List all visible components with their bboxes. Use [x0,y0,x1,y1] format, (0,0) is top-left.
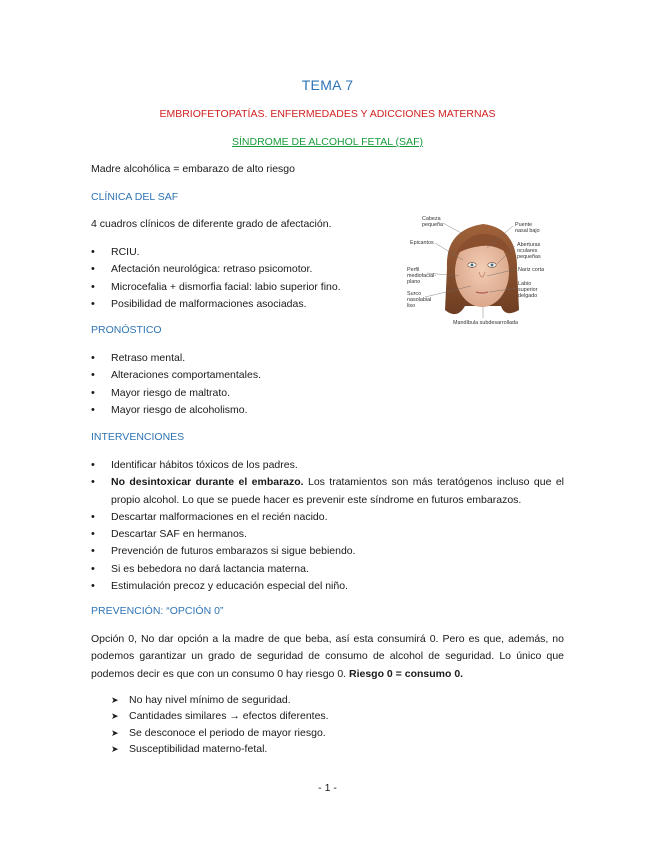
page-title: TEMA 7 [301,77,354,93]
list-item: • Identificar hábitos tóxicos de los padres. [91,457,564,474]
label-puente-2: nasal bajo [515,228,540,234]
chapter-subtitle: EMBRIOFETOPATÍAS. ENFERMEDADES Y ADICCIONES MATERNAS [159,108,496,120]
section-heading-pronostico: PRONÓSTICO [91,324,162,336]
label-aberturas-2: oculares [517,248,538,254]
list-item: • Retraso mental. [91,350,571,367]
list-item: • Estimulación precoz y educación especial del niño. [91,578,564,595]
list-item: • Afectación neurológica: retraso psicomotor. [91,261,421,278]
label-nariz: Nariz corta [518,267,545,273]
section-heading-clinica: CLÍNICA DEL SAF [91,191,179,203]
label-surco-2: nasolabial [407,297,432,303]
label-puente: Puente [515,222,533,228]
list-item: • Prevención de futuros embarazos si sigue bebiendo. [91,543,564,560]
label-perfil-3: plano [407,279,421,285]
list-item: ➤ Se desconoce el periodo de mayor riesgo. [111,725,511,741]
label-surco-3: liso [407,303,416,309]
list-item [91,474,564,509]
intro-text: Madre alcohólica = embarazo de alto riesgo [91,163,295,175]
list-item: ➤ Cantidades similares → efectos diferentes. [111,708,511,724]
clinica-lead: 4 cuadros clínicos de diferente grado de afectación. [91,218,332,230]
list-item: • Alteraciones comportamentales. [91,367,571,384]
label-aberturas: Aberturas [517,242,541,248]
page-number: - 1 - [318,782,337,794]
section-heading-intervenciones: INTERVENCIONES [91,431,185,443]
list-item: • Mayor riesgo de maltrato. [91,385,571,402]
label-labio-2: superior [518,287,538,293]
list-item: • Descartar malformaciones en el recién nacido. [91,509,564,526]
label-surco: Surco [407,291,422,297]
list-item-text: Los tratamientos son más teratógenos incluso que el propio alcohol. Lo que se puede hacer es prevenir este síndrome en futuros embarazos. [111,476,564,506]
list-item: ➤ No hay nivel mínimo de seguridad. [111,692,511,708]
bold-text: Riesgo 0 = consumo 0. [349,667,464,680]
label-labio: Labio [518,281,532,287]
label-mandibula: Mandíbula subdesarrollada [453,320,519,326]
prevencion-paragraph [91,631,564,683]
list-item: • Si es bebedora no dará lactancia materna. [91,561,564,578]
label-cabeza: Cabeza [422,216,441,222]
pronostico-list [91,350,571,419]
topic-heading: SÍNDROME DE ALCOHOL FETAL (SAF) [232,136,423,148]
list-item: • Microcefalia + dismorfia facial: labio superior fino. [91,279,421,296]
label-labio-3: delgado [518,293,538,299]
bold-text: No desintoxicar durante el embarazo. [111,476,304,489]
section-heading-prevencion: PREVENCIÓN: “OPCIÓN 0” [91,605,224,617]
label-epicantos: Epicantos [410,240,434,246]
list-item: • Mayor riesgo de alcoholismo. [91,402,571,419]
list-item: • Posibilidad de malformaciones asociadas. [91,296,421,313]
label-perfil: Perfil [407,267,420,273]
label-aberturas-3: pequeñas [517,254,541,260]
label-perfil-2: mediofacial- [407,273,437,279]
intervenciones-list [91,457,564,595]
right-iris [491,264,494,267]
list-item: ➤ Susceptibilidad materno-fetal. [111,741,511,757]
clinica-list [91,244,421,313]
saf-face-illustration [405,210,565,335]
list-item: • RCIU. [91,244,421,261]
list-item: • Descartar SAF en hermanos. [91,526,564,543]
label-cabeza-2: pequeña [422,222,443,228]
left-iris [471,264,474,267]
paragraph-text: Opción 0, No dar opción a la madre de que beba, así esta consumirá 0. Pero es que, además, no podemos garantizar un grado de seguridad de consumo de alcohol de seguridad. Lo único que podemos decir es que con un consumo 0 hay riesgo 0. [91,633,564,680]
prevencion-list [111,692,511,757]
